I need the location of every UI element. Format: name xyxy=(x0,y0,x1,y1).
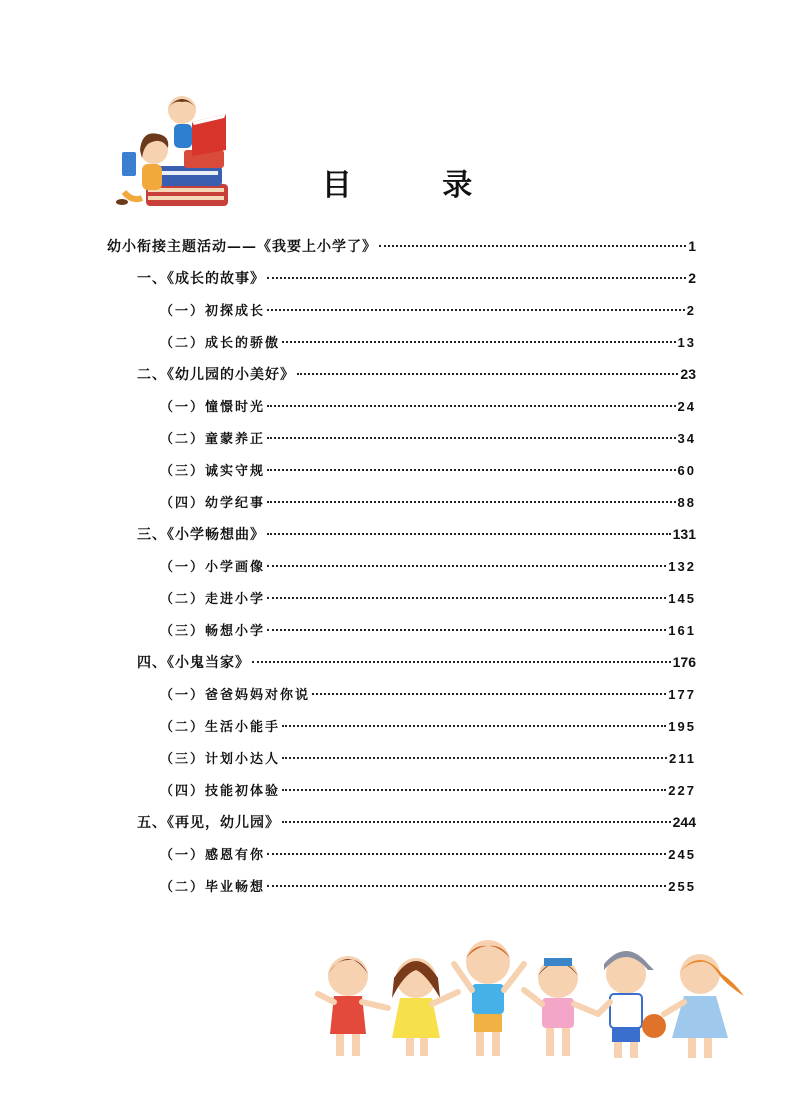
toc-entry-page-number: 23 xyxy=(680,366,696,382)
toc-leader-dots xyxy=(267,853,666,855)
toc-leader-dots xyxy=(379,245,686,247)
toc-entry[interactable] xyxy=(137,652,696,684)
toc-entry-label: （二）成长的骄傲 xyxy=(160,336,281,351)
toc-entry-page-number: 176 xyxy=(672,654,696,670)
toc-leader-dots xyxy=(267,597,666,599)
toc-entry[interactable] xyxy=(137,812,696,844)
toc-entry[interactable] xyxy=(160,716,696,748)
toc-entry[interactable] xyxy=(160,588,696,620)
toc-leader-dots xyxy=(267,501,676,503)
toc-entry[interactable] xyxy=(160,460,696,492)
toc-leader-dots xyxy=(267,309,685,311)
toc-entry-page-number: 24 xyxy=(677,399,696,414)
toc-entry-page-number: 177 xyxy=(668,687,696,702)
toc-entry-page-number: 131 xyxy=(672,526,696,542)
toc-entry-label: 幼小衔接主题活动——《我要上小学了》 xyxy=(107,239,377,255)
toc-entry-label: 三、《小学畅想曲》 xyxy=(137,527,265,543)
toc-entry-page-number: 161 xyxy=(668,623,696,638)
toc-entry-page-number: 1 xyxy=(688,238,696,254)
toc-entry-label: （一）憧憬时光 xyxy=(160,400,266,415)
toc-entry[interactable] xyxy=(160,620,696,652)
toc-entry[interactable] xyxy=(107,236,696,268)
toc-entry-label: （三）畅想小学 xyxy=(160,624,266,639)
toc-entry-label: 一、《成长的故事》 xyxy=(137,271,265,287)
toc-entry[interactable] xyxy=(137,524,696,556)
toc-entry-label: （一）感恩有你 xyxy=(160,848,266,863)
toc-entry[interactable] xyxy=(137,364,696,396)
toc-entry[interactable] xyxy=(160,396,696,428)
toc-entry-page-number: 13 xyxy=(677,335,696,350)
toc-leader-dots xyxy=(267,565,666,567)
toc-leader-dots xyxy=(267,405,676,407)
toc-entry[interactable] xyxy=(160,748,696,780)
toc-entry-page-number: 2 xyxy=(686,303,696,318)
toc-entry-page-number: 245 xyxy=(668,847,696,862)
toc-entry-label: （二）童蒙养正 xyxy=(160,432,266,447)
toc-leader-dots xyxy=(267,437,676,439)
toc-entry[interactable] xyxy=(160,492,696,524)
toc-entry-label: （二）走进小学 xyxy=(160,592,266,607)
toc-entry-page-number: 60 xyxy=(677,463,696,478)
toc-entry[interactable] xyxy=(160,684,696,716)
toc-entry-label: 二、《幼儿园的小美好》 xyxy=(137,367,295,383)
toc-leader-dots xyxy=(282,725,666,727)
toc-entry-label: （四）技能初体验 xyxy=(160,784,281,799)
toc-leader-dots xyxy=(282,821,671,823)
toc-leader-dots xyxy=(312,693,666,695)
toc-entry-label: （一）初探成长 xyxy=(160,304,266,319)
toc-leader-dots xyxy=(267,533,671,535)
toc-leader-dots xyxy=(282,757,667,759)
toc-entry-page-number: 227 xyxy=(668,783,696,798)
toc-entry-label: （二）毕业畅想 xyxy=(160,880,266,895)
toc-entry-page-number: 195 xyxy=(668,719,696,734)
toc-entry-label: （四）幼学纪事 xyxy=(160,496,266,511)
toc-entry[interactable] xyxy=(160,876,696,908)
toc-leader-dots xyxy=(267,277,686,279)
toc-entry-page-number: 132 xyxy=(668,559,696,574)
toc-leader-dots xyxy=(282,789,666,791)
toc-entry-page-number: 88 xyxy=(677,495,696,510)
toc-leader-dots xyxy=(297,373,678,375)
toc-leader-dots xyxy=(267,629,666,631)
children-holding-hands-illustration xyxy=(308,934,758,1064)
toc-entry-page-number: 244 xyxy=(672,814,696,830)
toc-entry-label: （一）小学画像 xyxy=(160,560,266,575)
toc-entry-page-number: 145 xyxy=(668,591,696,606)
toc-entry-page-number: 34 xyxy=(677,431,696,446)
toc-entry[interactable] xyxy=(160,428,696,460)
toc-entry-label: 五、《再见，幼儿园》 xyxy=(137,815,280,831)
toc-leader-dots xyxy=(252,661,671,663)
toc-entry[interactable] xyxy=(160,556,696,588)
toc-leader-dots xyxy=(267,885,666,887)
toc-entry-label: （三）诚实守规 xyxy=(160,464,266,479)
toc-entry-label: （一）爸爸妈妈对你说 xyxy=(160,688,311,703)
toc-entry[interactable] xyxy=(160,300,696,332)
toc-entry-label: 四、《小鬼当家》 xyxy=(137,655,250,671)
toc-entry-page-number: 255 xyxy=(668,879,696,894)
toc-entry[interactable] xyxy=(160,780,696,812)
page-title: 目 录 xyxy=(321,168,513,203)
toc-entry-label: （二）生活小能手 xyxy=(160,720,281,735)
toc-leader-dots xyxy=(267,469,676,471)
toc-entry[interactable] xyxy=(160,332,696,364)
toc-entry[interactable] xyxy=(160,844,696,876)
toc-entry-page-number: 2 xyxy=(688,270,696,286)
toc-leader-dots xyxy=(282,341,676,343)
toc-entry-label: （三）计划小达人 xyxy=(160,752,281,767)
toc-entry-page-number: 211 xyxy=(669,751,696,766)
toc-entry[interactable] xyxy=(137,268,696,300)
